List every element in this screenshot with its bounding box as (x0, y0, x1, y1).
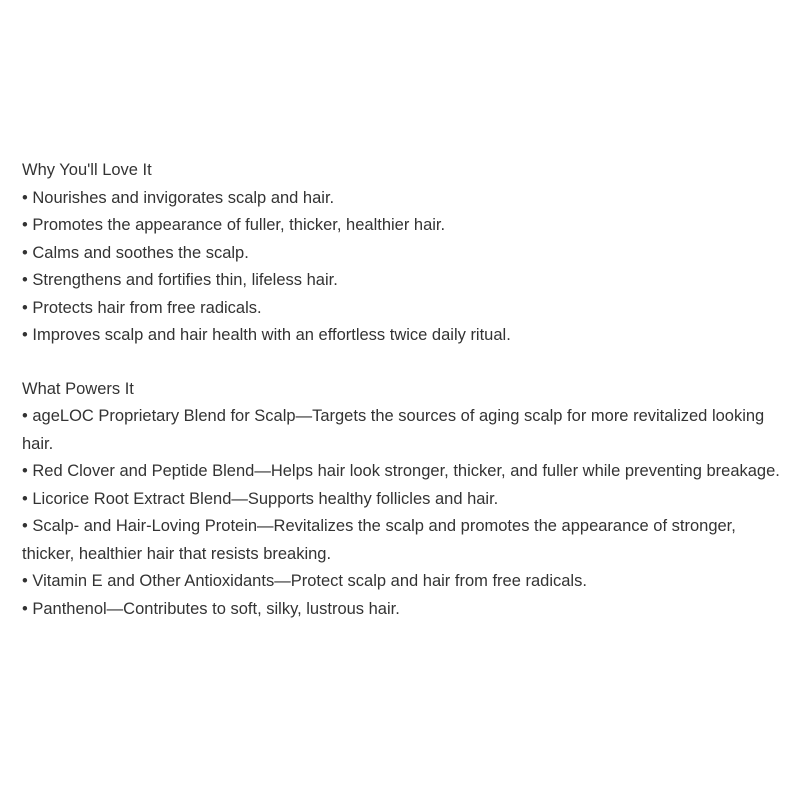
list-item: • Protects hair from free radicals. (22, 298, 262, 317)
list-item: • Strengthens and fortifies thin, lifeless hair. (22, 271, 338, 289)
list-item: • Scalp- and Hair-Loving Protein—Revitalizes the scalp and promotes the appearance of stronger, thicker, healthier hair that resists breaking. (22, 517, 736, 563)
list-item: • Vitamin E and Other Antioxidants—Protect scalp and hair from free radicals. (22, 572, 587, 590)
list-item: • Calms and soothes the scalp. (22, 243, 249, 262)
list-item: • Promotes the appearance of fuller, thicker, healthier hair. (22, 216, 446, 234)
why-youll-love-it-section (22, 157, 782, 350)
list-item: • Licorice Root Extract Blend—Supports healthy follicles and hair. (22, 489, 499, 508)
list-item: • Panthenol—Contributes to soft, silky, lustrous hair. (22, 599, 400, 618)
what-powers-it-section (22, 376, 782, 624)
list-item: • Nourishes and invigorates scalp and hair. (22, 188, 335, 207)
list-item: • Improves scalp and hair health with an effortless twice daily ritual. (22, 326, 511, 344)
section-heading: What Powers It (22, 379, 134, 398)
section-heading: Why You'll Love It (22, 161, 152, 179)
product-description (22, 157, 782, 623)
list-item: • Red Clover and Peptide Blend—Helps hair look stronger, thicker, and fuller while preventing breakage. (22, 462, 780, 480)
list-item: • ageLOC Proprietary Blend for Scalp—Targets the sources of aging scalp for more revitalized looking hair. (22, 407, 765, 453)
